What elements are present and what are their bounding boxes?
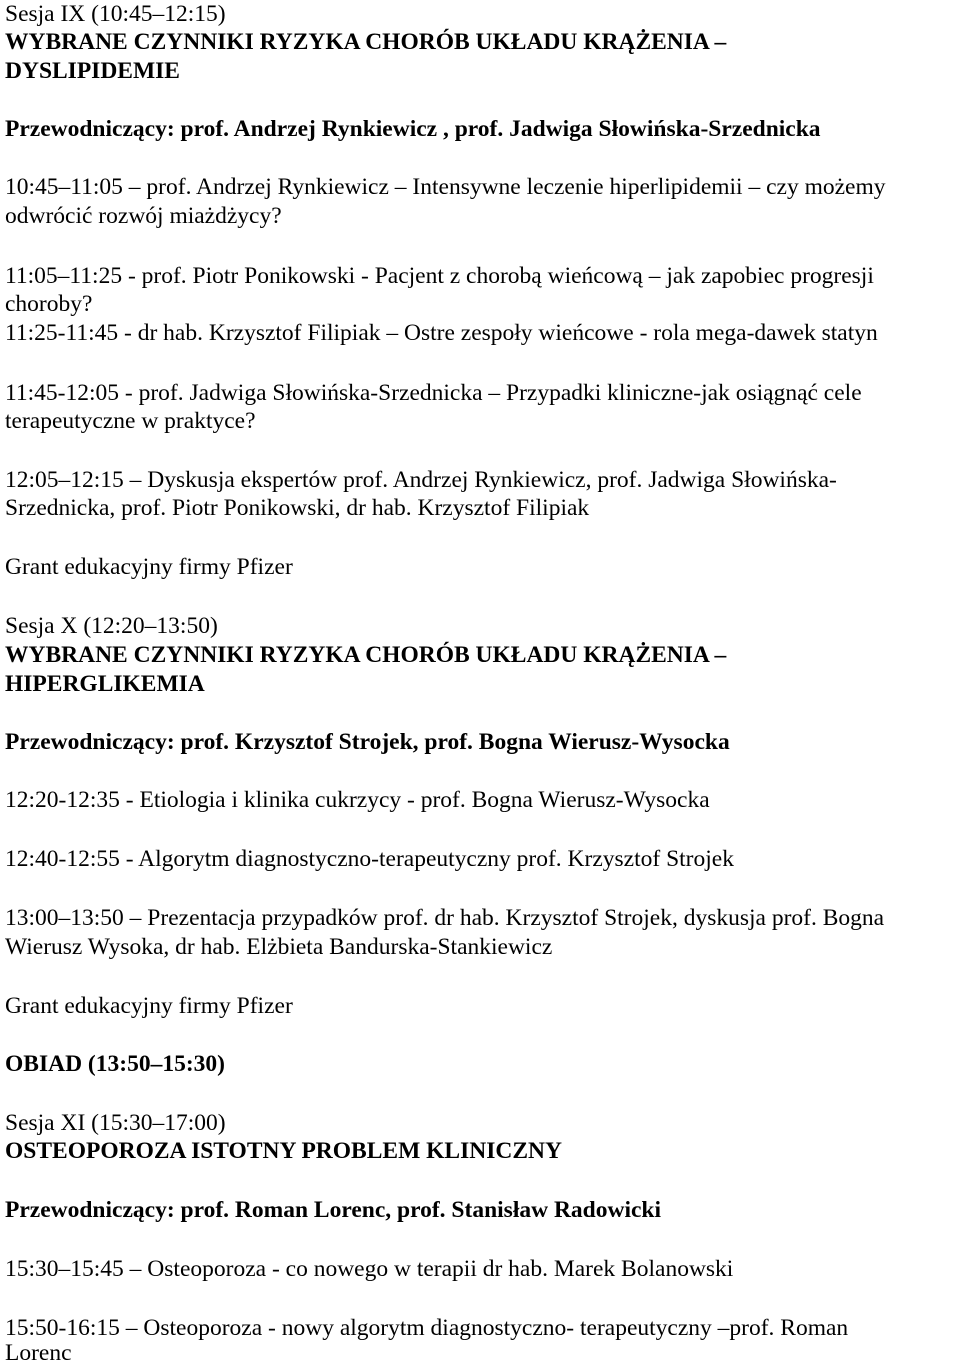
session-ix-title-line2: DYSLIPIDEMIE [5, 58, 180, 84]
session-ix-talk2-line2: choroby? [5, 291, 93, 317]
session-ix-talk3: 11:25-11:45 - dr hab. Krzysztof Filipiak – Ostre zespoły wieńcowe - rola mega-dawek statyn [5, 320, 878, 346]
session-x-talk3-line2: Wierusz Wysoka, dr hab. Elżbieta Bandurska-Stankiewicz [5, 934, 553, 960]
session-ix-talk4-line2: terapeutyczne w praktyce? [5, 408, 256, 434]
session-xi-header: Sesja XI (15:30–17:00) [5, 1110, 226, 1136]
session-x-talk2: 12:40-12:55 - Algorytm diagnostyczno-terapeutyczny prof. Krzysztof Strojek [5, 846, 734, 872]
session-xi-talk2-line2: Lorenc [5, 1340, 72, 1366]
session-xi-title: OSTEOPOROZA ISTOTNY PROBLEM KLINICZNY [5, 1138, 562, 1164]
session-ix-talk2-line1: 11:05–11:25 - prof. Piotr Ponikowski - Pacjent z chorobą wieńcową – jak zapobiec progresji [5, 263, 874, 289]
session-x-talk1: 12:20-12:35 - Etiologia i klinika cukrzycy - prof. Bogna Wierusz-Wysocka [5, 787, 710, 813]
session-ix-title-line1: WYBRANE CZYNNIKI RYZYKA CHORÓB UKŁADU KRĄŻENIA – [5, 29, 727, 55]
session-ix-header: Sesja IX (10:45–12:15) [5, 1, 226, 27]
session-x-title-line1: WYBRANE CZYNNIKI RYZYKA CHORÓB UKŁADU KRĄŻENIA – [5, 642, 727, 668]
session-ix-talk5-line1: 12:05–12:15 – Dyskusja ekspertów prof. Andrzej Rynkiewicz, prof. Jadwiga Słowińska- [5, 467, 837, 493]
lunch-break: OBIAD (13:50–15:30) [5, 1051, 225, 1077]
session-xi-chairs: Przewodniczący: prof. Roman Lorenc, prof. Stanisław Radowicki [5, 1197, 662, 1223]
session-x-chairs: Przewodniczący: prof. Krzysztof Strojek, prof. Bogna Wierusz-Wysocka [5, 729, 730, 755]
session-ix-chairs: Przewodniczący: prof. Andrzej Rynkiewicz , prof. Jadwiga Słowińska-Srzednicka [5, 116, 821, 142]
session-ix-talk1-line2: odwrócić rozwój miażdżycy? [5, 203, 282, 229]
session-x-grant: Grant edukacyjny firmy Pfizer [5, 993, 293, 1019]
session-x-title-line2: HIPERGLIKEMIA [5, 671, 205, 697]
session-xi-talk1: 15:30–15:45 – Osteoporoza - co nowego w terapii dr hab. Marek Bolanowski [5, 1256, 734, 1282]
session-x-talk3-line1: 13:00–13:50 – Prezentacja przypadków prof. dr hab. Krzysztof Strojek, dyskusja prof. Bogna [5, 905, 885, 931]
session-x-header: Sesja X (12:20–13:50) [5, 613, 218, 639]
session-ix-talk4-line1: 11:45-12:05 - prof. Jadwiga Słowińska-Srzednicka – Przypadki kliniczne-jak osiągnąć cele [5, 380, 862, 406]
session-ix-grant: Grant edukacyjny firmy Pfizer [5, 554, 293, 580]
session-xi-talk2-line1: 15:50-16:15 – Osteoporoza - nowy algorytm diagnostyczno- terapeutyczny –prof. Roman [5, 1315, 849, 1341]
session-ix-talk5-line2: Srzednicka, prof. Piotr Ponikowski, dr hab. Krzysztof Filipiak [5, 495, 590, 521]
session-ix-talk1-line1: 10:45–11:05 – prof. Andrzej Rynkiewicz – Intensywne leczenie hiperlipidemii – czy możemy [5, 174, 886, 200]
